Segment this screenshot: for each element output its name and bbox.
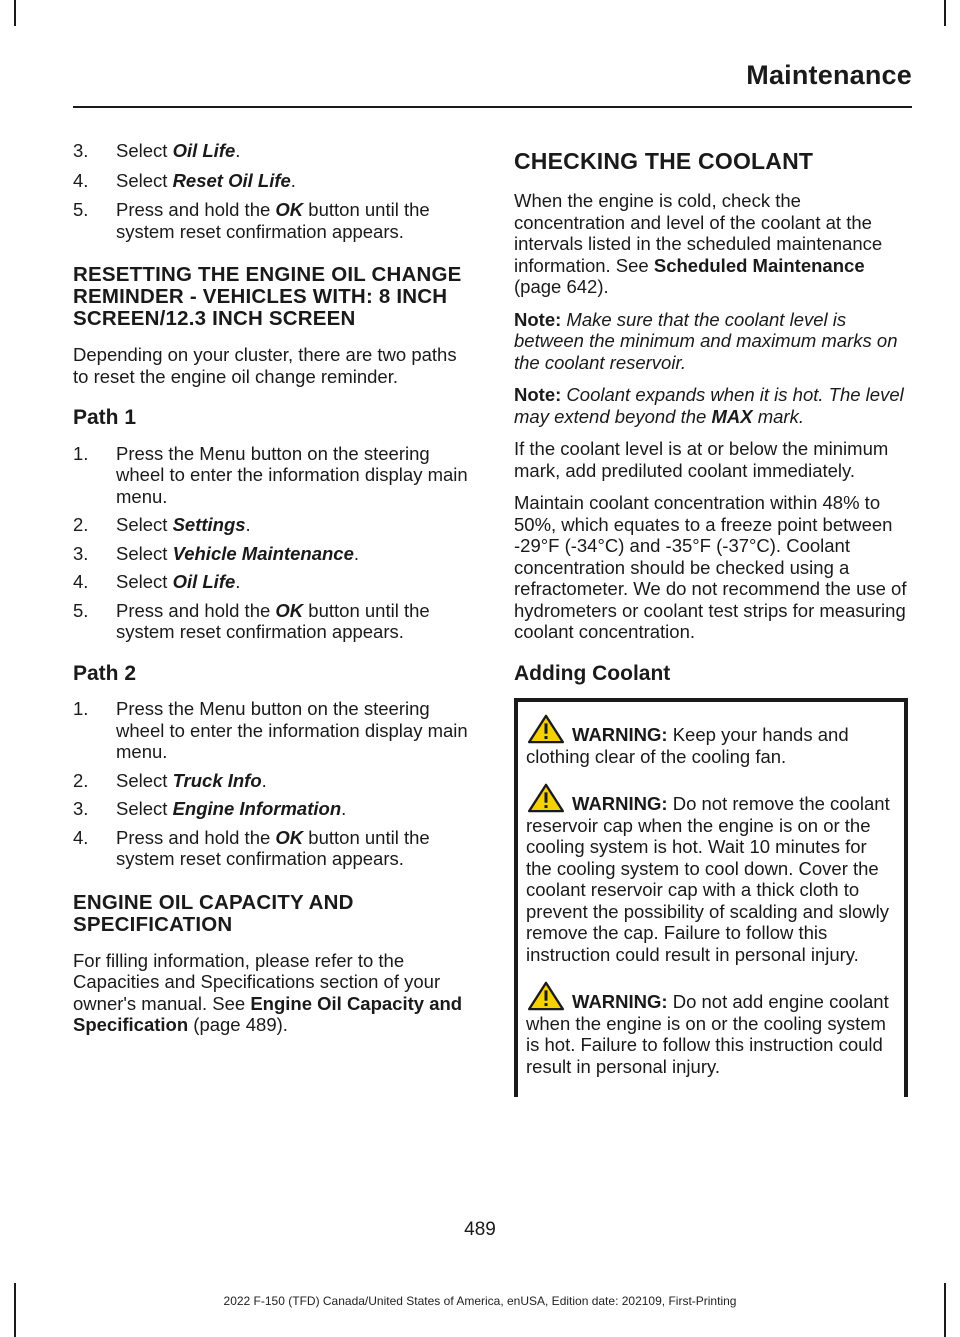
reset-heading: RESETTING THE ENGINE OIL CHANGE REMINDER - VEHICLES WITH: 8 INCH SCREEN/12.3 INCH SCREEN — [73, 263, 462, 330]
header-divider — [73, 106, 912, 108]
crop-mark-bottom-right — [944, 1283, 946, 1337]
list-item: 4. Select Oil Life. — [73, 571, 241, 592]
list-item: 4. Select Reset Oil Life. — [73, 169, 296, 191]
warning-triangle-icon — [526, 981, 566, 1011]
oil-life-steps — [73, 140, 475, 242]
path2-heading: Path 2 — [73, 661, 137, 685]
path2-steps — [73, 698, 475, 870]
list-item: 3. Select Vehicle Maintenance. — [73, 542, 359, 564]
level-paragraph: If the coolant level is at or below the minimum mark, add prediluted coolant immediately. — [514, 438, 889, 481]
reset-intro: Depending on your cluster, there are two paths to reset the engine oil change reminder. — [73, 344, 457, 387]
list-item: 4. Press and hold the OK button until the system reset confirmation appears. — [73, 826, 430, 869]
warning-triangle-icon — [526, 714, 566, 744]
capacity-paragraph: For filling information, please refer to the Capacities and Specifications section of your owner's manual. See Engine Oil Capacity and Specification (page 489). — [73, 949, 463, 1035]
path1-steps — [73, 443, 475, 643]
edition-footer: 2022 F-150 (TFD) Canada/United States of America, enUSA, Edition date: 202109, First-Printing — [223, 1294, 737, 1308]
list-item: 2. Select Settings. — [73, 514, 251, 535]
capacity-cross-reference[interactable]: Engine Oil Capacity and Specification — [73, 992, 463, 1035]
crop-mark-top-right — [944, 0, 946, 26]
list-item: 3. Select Engine Information. — [73, 798, 347, 819]
list-item: 5. Press and hold the OK button until the system reset confirmation appears. — [73, 599, 430, 642]
right-column — [514, 140, 908, 1097]
section-title: Maintenance — [746, 60, 912, 90]
warning-box — [514, 698, 908, 1097]
warning-item: WARNING: Do not add engine coolant when the engine is on or the cooling system is hot. Failure to follow this instruction could result in personal injury. — [526, 981, 896, 1077]
warning-item: WARNING: Do not remove the coolant reservoir cap when the engine is on or the cooling system is hot. Wait 10 minutes for the cooling system to cool down. Cover the coolant reservoir cap with a thick cloth to prevent the possibility of scalding and slowly remove the cap. Failure to follow this instruction could result in personal injury. — [526, 783, 896, 965]
page-number: 489 — [464, 1219, 496, 1240]
note-expansion: Note: Coolant expands when it is hot. The level may extend beyond the MAX mark. — [514, 384, 904, 427]
list-item: 2. Select Truck Info. — [73, 769, 267, 791]
coolant-heading: CHECKING THE COOLANT — [514, 148, 814, 174]
warning-item: WARNING: Keep your hands and clothing clear of the cooling fan. — [526, 714, 896, 767]
coolant-paragraph: When the engine is cold, check the concentration and level of the coolant at the intervals listed in the scheduled maintenance information. See Scheduled Maintenance (page 642). — [514, 190, 883, 297]
concentration-paragraph: Maintain coolant concentration within 48% to 50%, which equates to a freeze point between -29°F (-34°C) and -35°F (-37°C). Coolant concentration should be checked using a refractometer. We do not recommend the use of hydrometers or coolant test strips for measuring coolant concentration. — [514, 492, 907, 642]
adding-coolant-heading: Adding Coolant — [514, 661, 671, 685]
list-item: 5. Press and hold the OK button until the system reset confirmation appears. — [73, 199, 430, 242]
list-item: 1. Press the Menu button on the steering wheel to enter the information display main menu. — [73, 698, 468, 762]
path1-heading: Path 1 — [73, 406, 137, 429]
warning-triangle-icon — [526, 783, 566, 813]
list-item: 3. Select Oil Life. — [73, 140, 241, 161]
note-reservoir: Note: Make sure that the coolant level is between the minimum and maximum marks on the coolant reservoir. — [514, 308, 898, 373]
crop-mark-top-left — [14, 0, 16, 26]
left-column — [73, 140, 475, 1047]
capacity-heading: ENGINE OIL CAPACITY AND SPECIFICATION — [73, 890, 354, 936]
scheduled-maintenance-reference[interactable]: Scheduled Maintenance — [653, 254, 865, 276]
crop-mark-bottom-left — [14, 1283, 16, 1337]
list-item: 1. Press the Menu button on the steering wheel to enter the information display main menu. — [73, 442, 468, 507]
